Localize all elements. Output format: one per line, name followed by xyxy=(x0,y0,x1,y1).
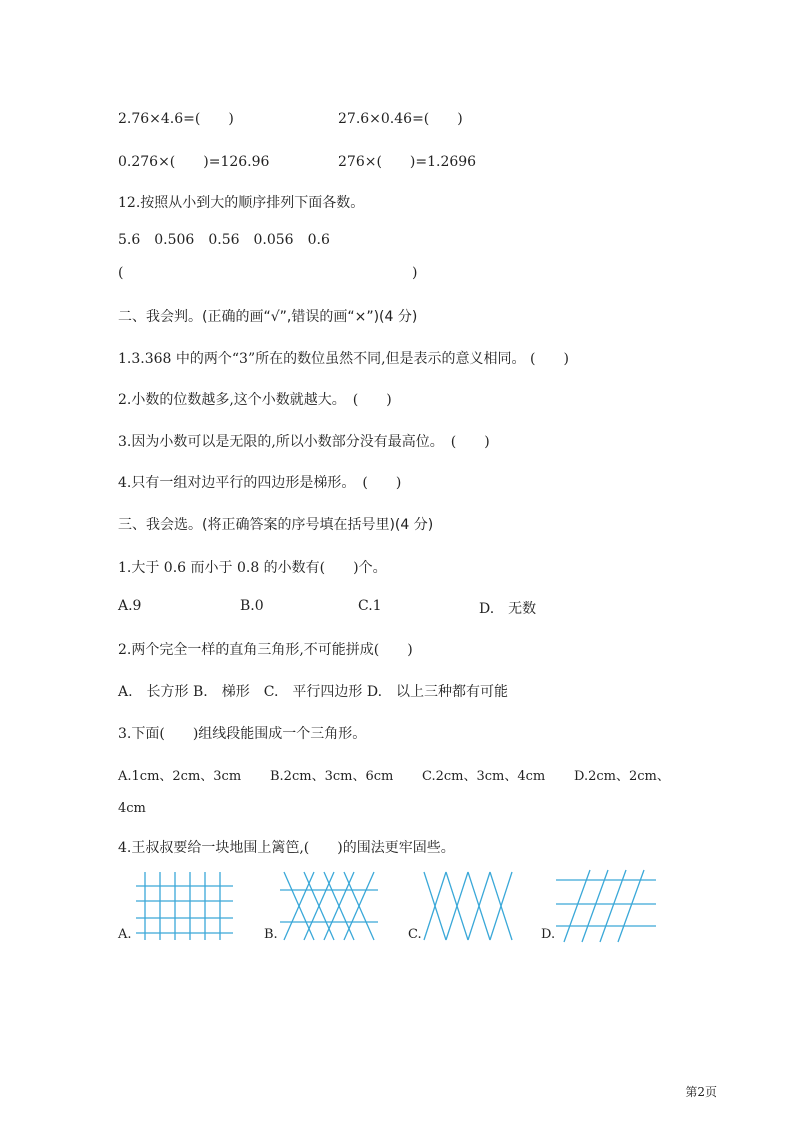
fence-label-c: C. xyxy=(408,927,422,942)
fence-option-b-crossed xyxy=(280,872,378,940)
choice-q2-text: 2.两个完全一样的直角三角形,不可能拼成( ) xyxy=(118,642,413,658)
choice-q1-option-b: B.0 xyxy=(240,598,264,614)
fence-option-a-grid xyxy=(136,872,233,940)
judge-item-1: 1.3.368 中的两个“3”所在的数位虽然不同,但是表示的意义相同。 ( ) xyxy=(118,351,569,367)
q11-line2a: 0.276×( )=126.96 xyxy=(118,154,270,170)
choice-q1-option-a: A.9 xyxy=(118,598,142,614)
q12-numbers: 5.6 0.506 0.56 0.056 0.6 xyxy=(118,232,330,248)
judge-item-4: 4.只有一组对边平行的四边形是梯形。 ( ) xyxy=(118,475,402,491)
fence-label-a: A. xyxy=(118,927,132,942)
judge-item-2: 2.小数的位数越多,这个小数就越大。 ( ) xyxy=(118,392,392,408)
q12-answer-open: ( xyxy=(118,265,124,281)
choice-q3-option-a: A.1cm、2cm、3cm xyxy=(118,769,242,784)
choice-q1-option-c: C.1 xyxy=(358,598,382,614)
fence-label-d: D. xyxy=(541,927,556,942)
judge-item-3: 3.因为小数可以是无限的,所以小数部分没有最高位。 ( ) xyxy=(118,434,490,450)
choice-q3-option-d: D.2cm、2cm、 xyxy=(574,769,670,784)
q11-line1a: 2.76×4.6=( ) xyxy=(118,111,234,127)
choice-q3-option-d-continued: 4cm xyxy=(118,801,146,816)
choice-q3-option-b: B.2cm、3cm、6cm xyxy=(270,769,394,784)
fence-option-c-diamond xyxy=(424,872,512,940)
choice-q1-option-d: D. 无数 xyxy=(479,601,537,617)
fence-option-d-slanted xyxy=(556,870,656,942)
q12-answer-close: ) xyxy=(412,265,418,281)
choice-q1-text: 1.大于 0.6 而小于 0.8 的小数有( )个。 xyxy=(118,560,387,576)
section3-title: 三、我会选。(将正确答案的序号填在括号里)(4 分) xyxy=(118,517,434,533)
choice-q2-options: A. 长方形 B. 梯形 C. 平行四边形 D. 以上三种都有可能 xyxy=(118,684,509,700)
q11-line2b: 276×( )=1.2696 xyxy=(338,154,477,170)
page-number: 第2页 xyxy=(685,1085,717,1099)
q12-title: 12.按照从小到大的顺序排列下面各数。 xyxy=(118,195,365,211)
q11-line1b: 27.6×0.46=( ) xyxy=(338,111,463,127)
section2-title: 二、我会判。(正确的画“√”,错误的画“×”)(4 分) xyxy=(118,309,418,325)
choice-q4-text: 4.王叔叔要给一块地围上篱笆,( )的围法更牢固些。 xyxy=(118,840,455,856)
fence-label-b: B. xyxy=(264,927,278,942)
choice-q3-option-c: C.2cm、3cm、4cm xyxy=(422,769,546,784)
choice-q3-text: 3.下面( )组线段能围成一个三角形。 xyxy=(118,726,367,742)
